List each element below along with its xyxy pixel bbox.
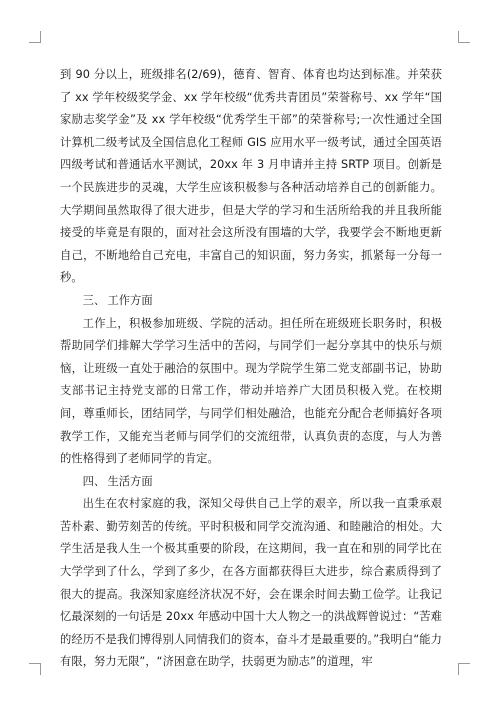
crop-mark-bottom-left bbox=[29, 663, 41, 675]
paragraph-achievements: 到 90 分以上，班级排名(2/69)，德育、智育、体育也均达到标准。并荣获了 xx 学年校级奖学金、xx 学年校级“优秀共青团员”荣誉称号、xx 学年“国家励志奖学金”及 xx 学年校级“优秀学生干部”的荣誉称号;一次性通过全国计算机二级考试及全国信息化工程师 GIS 应用水平一级考试，通过全国英语四级考试和普通话水平测试，20xx 年 3 月申请并主持 SRTP 项目。创新是一个民族进步的灵魂，大学生应该积极参与各种活动培养自己的创新能力。大学期间虽然取得了很大进步，但是大学的学习和生活所给我的并且我所能接受的毕竟是有限的，面对社会这所没有围墙的大学，我要学会不断地更新自己，不断地给自己充电，丰富自己的知识面，努力务实，抓紧每一分每一秒。 bbox=[60, 68, 442, 285]
paragraph-life: 出生在农村家庭的我，深知父母供自己上学的艰辛，所以我一直秉承艰苦朴素、勤劳刻苦的传统。平时积极和同学交流沟通、和睦融洽的相处。大学生活是我人生一个极其重要的阶段，在这期间，我一直在和别的同学比在大学学到了什么，学到了多少，在各方面都获得巨大进步，综合素质得到了很大的提高。我深知家庭经济状况不好，会在课余时间去勤工俭学。让我记忆最深刻的一句话是 20xx 年感动中国十大人物之一的洪战辉曾说过：“苦难的经历不是我们博得别人同情我们的资本，奋斗才是最重要的。”我明白“能力有限，努力无限”，“济困意在助学，扶弱更为励志”的道理，牢 bbox=[60, 497, 442, 669]
section-number: 四、 bbox=[82, 474, 106, 488]
section-heading-work bbox=[60, 290, 442, 313]
section-number: 三、 bbox=[82, 293, 106, 307]
section-title: 工作方面 bbox=[107, 293, 153, 307]
document-body bbox=[60, 64, 442, 674]
crop-mark-top-left bbox=[29, 31, 41, 43]
crop-mark-top-right bbox=[458, 31, 470, 43]
section-heading-life bbox=[60, 471, 442, 494]
section-title: 生活方面 bbox=[107, 474, 153, 488]
paragraph-work: 工作上，积极参加班级、学院的活动。担任所在班级班长职务时，积极帮助同学们排解大学学习生活中的苦闷，与同学们一起分享其中的快乐与烦恼，让班级一直处于融洽的氛围中。现为学院学生第二党支部副书记，协助支部书记主持党支部的日常工作，带动并培养广大团员积极入党。在校期间，尊重师长，团结同学，与同学们相处融洽，也能充分配合老师搞好各项教学工作，又能充当老师与同学们的交流纽带，认真负责的态度，与人为善的性格得到了老师同学的肯定。 bbox=[60, 316, 442, 466]
crop-mark-bottom-right bbox=[458, 663, 470, 675]
